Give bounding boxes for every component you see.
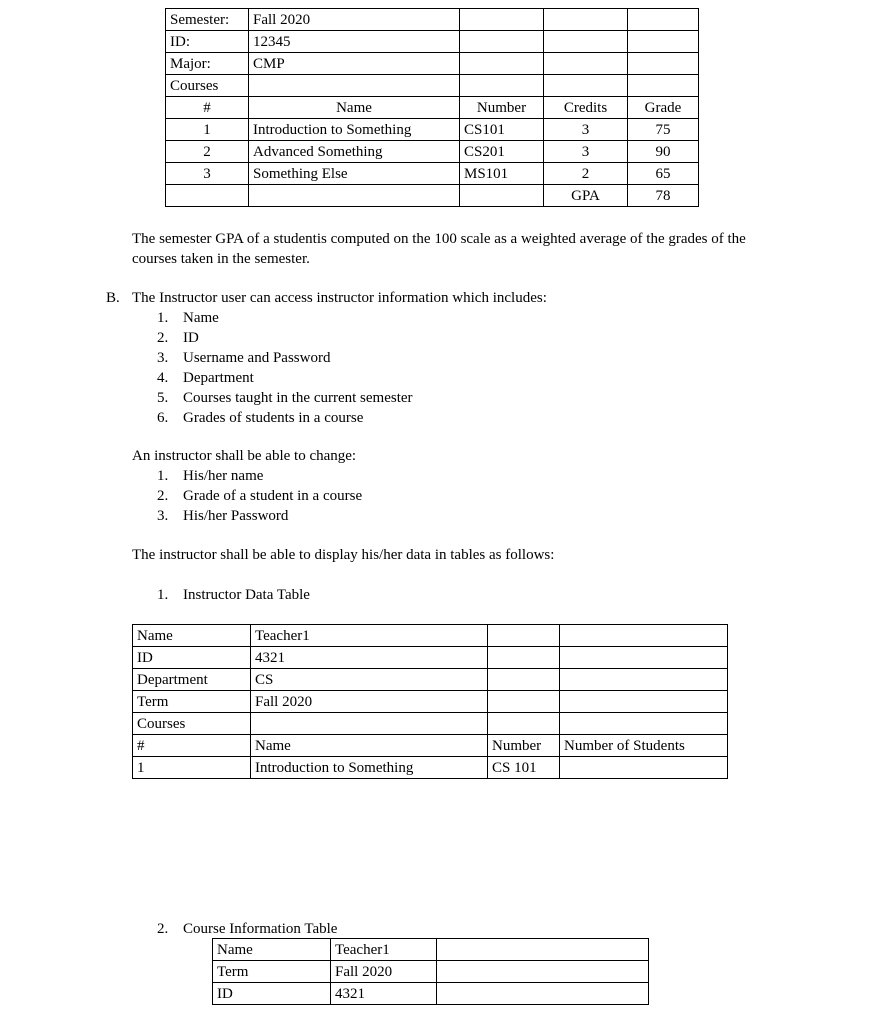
list-item: 1. Name (157, 310, 219, 326)
courses-label: Courses (166, 75, 249, 97)
major-value: CMP (249, 53, 460, 75)
table-row (133, 691, 728, 713)
list-item: 3. His/her Password (157, 508, 289, 524)
table-row (166, 31, 699, 53)
table-row (133, 669, 728, 691)
id-value: 12345 (249, 31, 460, 53)
table-row (213, 939, 649, 961)
instructor-info-list (157, 308, 413, 428)
semester-label: Semester: (166, 9, 249, 31)
display-intro: The instructor shall be able to display his/her data in tables as follows: (132, 547, 555, 563)
cell: Introduction to Something (251, 757, 488, 779)
col-header: Name (251, 735, 488, 757)
col-header: Grade (628, 97, 699, 119)
cell: Advanced Something (249, 141, 460, 163)
cell: 1 (166, 119, 249, 141)
change-intro: An instructor shall be able to change: (132, 448, 357, 464)
col-header: Name (249, 97, 460, 119)
col-header: Number (488, 735, 560, 757)
list-item: 2. Grade of a student in a course (157, 488, 363, 504)
table-row (213, 961, 649, 983)
list-item: 6. Grades of students in a course (157, 410, 364, 426)
table-header-row (166, 97, 699, 119)
list-marker-1: 1. (157, 587, 169, 603)
term-label: Term (133, 691, 251, 713)
term-value: Fall 2020 (331, 961, 437, 983)
table-row (133, 757, 728, 779)
id-label: ID: (166, 31, 249, 53)
list-item: 2. ID (157, 330, 199, 346)
gpa-value: 78 (628, 185, 699, 207)
id-value: 4321 (251, 647, 488, 669)
gpa-paragraph: The semester GPA of a studentis computed on the 100 scale as a weighted average of the grades of the courses taken in the semester. (132, 231, 746, 267)
section-b-intro: The Instructor user can access instructor information which includes: (132, 290, 547, 306)
table-row (133, 647, 728, 669)
student-table (165, 8, 699, 207)
list-item: 3. Username and Password (157, 350, 331, 366)
cell: 2 (166, 141, 249, 163)
col-header: # (166, 97, 249, 119)
term-label: Term (213, 961, 331, 983)
name-label: Name (133, 625, 251, 647)
cell: CS 101 (488, 757, 560, 779)
id-label: ID (213, 983, 331, 1005)
cell: 65 (628, 163, 699, 185)
id-label: ID (133, 647, 251, 669)
table-row (166, 141, 699, 163)
col-header: Credits (544, 97, 628, 119)
list-marker-2: 2. (157, 921, 169, 937)
table-row (166, 53, 699, 75)
id-value: 4321 (331, 983, 437, 1005)
cell: 3 (544, 119, 628, 141)
table-row (166, 185, 699, 207)
cell: 3 (166, 163, 249, 185)
cell (560, 757, 728, 779)
col-header: Number (460, 97, 544, 119)
name-value: Teacher1 (251, 625, 488, 647)
term-value: Fall 2020 (251, 691, 488, 713)
col-header: Number of Students (560, 735, 728, 757)
cell: 75 (628, 119, 699, 141)
instructor-table-title: Instructor Data Table (183, 587, 310, 603)
list-item: 4. Department (157, 370, 254, 386)
department-value: CS (251, 669, 488, 691)
name-value: Teacher1 (331, 939, 437, 961)
section-b-marker: B. (106, 290, 120, 306)
table-header-row (133, 735, 728, 757)
course-info-table (212, 938, 649, 1005)
table-row (166, 163, 699, 185)
cell: 3 (544, 141, 628, 163)
major-label: Major: (166, 53, 249, 75)
instructor-table (132, 624, 728, 779)
cell: Something Else (249, 163, 460, 185)
table-row (166, 9, 699, 31)
courses-label: Courses (133, 713, 251, 735)
name-label: Name (213, 939, 331, 961)
course-table-title: Course Information Table (183, 921, 338, 937)
col-header: # (133, 735, 251, 757)
semester-value: Fall 2020 (249, 9, 460, 31)
cell: CS101 (460, 119, 544, 141)
cell: CS201 (460, 141, 544, 163)
table-row (133, 625, 728, 647)
list-item: 5. Courses taught in the current semester (157, 390, 413, 406)
table-row (213, 983, 649, 1005)
cell: MS101 (460, 163, 544, 185)
cell: Introduction to Something (249, 119, 460, 141)
change-list (157, 466, 362, 526)
cell: 90 (628, 141, 699, 163)
table-row (166, 119, 699, 141)
table-row (133, 713, 728, 735)
list-item: 1. His/her name (157, 468, 264, 484)
department-label: Department (133, 669, 251, 691)
cell: 1 (133, 757, 251, 779)
table-row (166, 75, 699, 97)
gpa-label: GPA (544, 185, 628, 207)
cell: 2 (544, 163, 628, 185)
